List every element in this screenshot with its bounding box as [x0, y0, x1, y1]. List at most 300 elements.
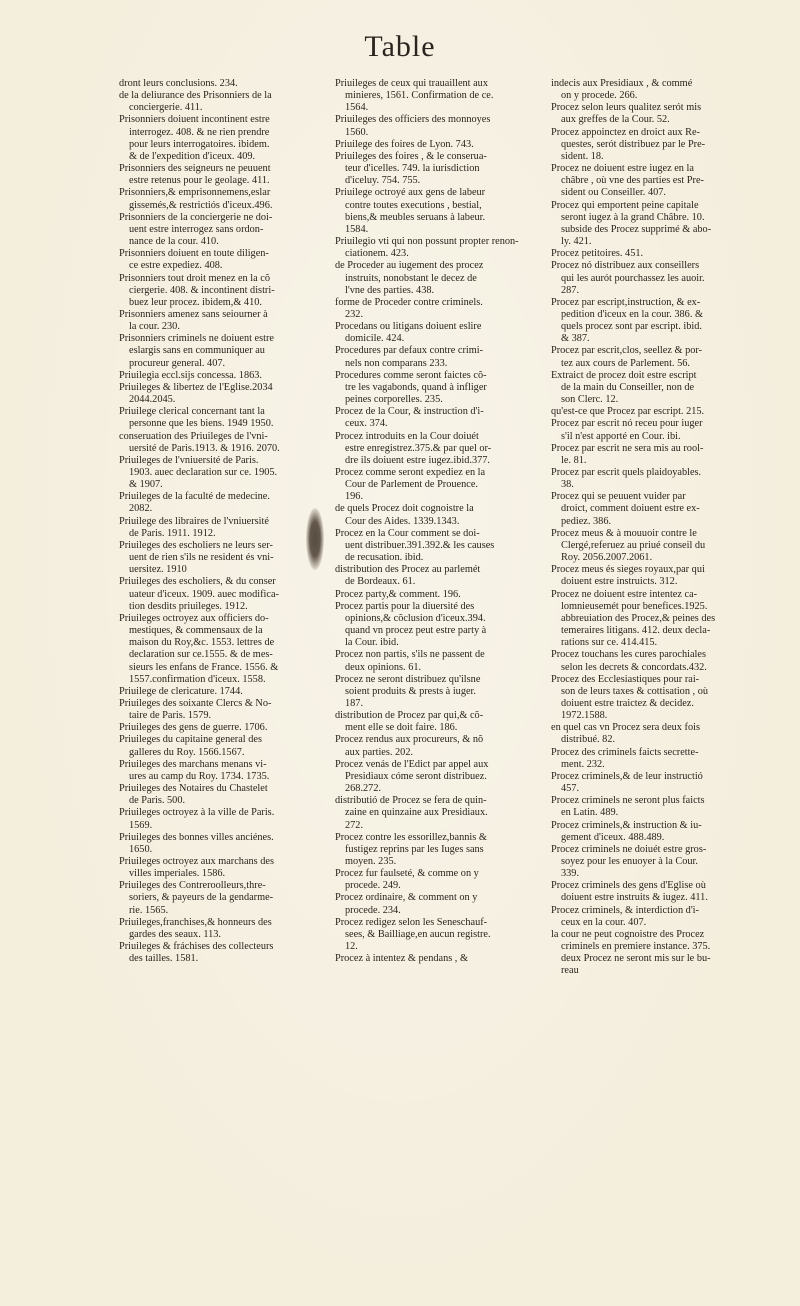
- index-entry-line: ciergerie. 408. & incontinent distri-: [129, 284, 275, 296]
- index-entry-line: on y procede. 266.: [561, 90, 638, 102]
- index-entry-line: aux greffes de la Cour. 52.: [561, 114, 670, 126]
- index-entry: [551, 370, 766, 406]
- index-entry: [551, 674, 766, 723]
- index-entry: [119, 722, 324, 734]
- index-entry-line: subside des Procez supprimé & abo-: [561, 223, 712, 235]
- index-entry: [119, 734, 324, 758]
- index-entry-line: 268.272.: [345, 783, 382, 795]
- index-entry-line: la Cour. ibid.: [345, 637, 399, 649]
- index-entry-line: questes, serót distribuez par le Pre-: [561, 138, 706, 150]
- index-entry-line: buez leur procez. ibidem,& 410.: [129, 296, 262, 308]
- index-entry: [551, 260, 766, 296]
- index-entry: [119, 212, 324, 248]
- index-entry-line: Procez de la Cour, & instruction d'i-: [335, 406, 484, 418]
- index-entry-line: Procedures par defaux contre crimi-: [335, 345, 484, 357]
- index-entry: [119, 431, 324, 455]
- index-entry: [335, 795, 540, 831]
- index-entry-line: Procez ordinaire, & comment on y: [335, 892, 478, 904]
- index-entry-line: Prisonniers des seigneurs ne peuuent: [119, 163, 271, 175]
- index-entry-line: ciationem. 423.: [345, 248, 409, 260]
- index-entry-line: mestiques, & commensaux de la: [129, 625, 263, 637]
- index-entry-line: uateur d'iceux. 1909. auec modifica-: [129, 588, 279, 600]
- index-entry-line: interrogez. 408. & ne rien prendre: [129, 126, 270, 138]
- index-entry-line: Procez par escript,instruction, & ex-: [551, 296, 701, 308]
- index-entry: [551, 844, 766, 880]
- index-entry-line: qu'est-ce que Procez par escript. 215.: [551, 406, 705, 418]
- index-entry: [551, 491, 766, 527]
- index-entry: [551, 345, 766, 369]
- index-entry: [119, 114, 324, 163]
- index-entry: [119, 90, 324, 114]
- index-entry-line: la cour. 230.: [129, 321, 180, 333]
- index-entry-line: contre toutes executions , bestial,: [345, 199, 482, 211]
- index-entry-line: doiuent estre instruicts. 312.: [561, 576, 678, 588]
- index-entry: [335, 187, 540, 236]
- index-entry-line: Roy. 2056.2007.2061.: [561, 552, 653, 564]
- index-entry-line: personne que les biens. 1949 1950.: [129, 418, 274, 430]
- index-entry-line: en Latin. 489.: [561, 807, 619, 819]
- index-entry-line: Procez introduits en la Cour doiuét: [335, 430, 479, 442]
- index-entry-line: conseruation des Priuileges de l'vni-: [119, 430, 268, 442]
- index-entry-line: galleres du Roy. 1566.1567.: [129, 746, 245, 758]
- index-entry-line: estre enregistrez.375.& par quel or-: [345, 442, 492, 454]
- index-entry: [335, 297, 540, 321]
- index-entry-line: Procez criminels des gens d'Eglise où: [551, 880, 706, 892]
- index-entry-line: uersitez. 1910: [129, 564, 187, 576]
- index-entry-line: instruits, nonobstant le decez de: [345, 272, 477, 284]
- index-entry: [551, 564, 766, 588]
- index-entry-line: 1584.: [345, 223, 369, 235]
- index-entry: [335, 467, 540, 503]
- index-entry: [551, 929, 766, 978]
- index-entry-line: Priuileges des escholiers, & du conser: [119, 576, 276, 588]
- index-entry-line: criminels en premiere instance. 375.: [561, 941, 711, 953]
- index-entry: [335, 78, 540, 114]
- index-entry-line: Priuileges,franchises,& honneurs des: [119, 916, 272, 928]
- index-entry-line: abbreuiation des Procez,& peines des: [561, 612, 716, 624]
- index-entry-line: Prisonniers doiuent incontinent estre: [119, 114, 270, 126]
- index-entry-line: Procez ne seront distribuez qu'ilsne: [335, 673, 481, 685]
- index-entry-line: lomnieusemét pour benefices.1925.: [561, 600, 708, 612]
- index-entry-line: procede. 249.: [345, 880, 401, 892]
- index-entry-line: sees, & Bailliage,en aucun registre.: [345, 928, 491, 940]
- index-entry-line: distribution de Procez par qui,& cõ-: [335, 710, 484, 722]
- index-entry: [551, 880, 766, 904]
- index-entry: [335, 734, 540, 758]
- index-entry-line: 187.: [345, 697, 364, 709]
- index-entry-line: Priuileges octroyez aux marchans des: [119, 856, 274, 867]
- index-column-1: [119, 78, 324, 965]
- index-entry-line: rie. 1565.: [129, 904, 169, 916]
- index-entry-line: de Proceder au iugement des procez: [335, 260, 484, 272]
- index-entry: [335, 345, 540, 369]
- index-entry-line: Priuileges & fráchises des collecteurs: [119, 941, 274, 953]
- index-entry: [119, 540, 324, 576]
- index-entry-line: Priuilegia eccl.sijs concessa. 1863.: [119, 369, 262, 381]
- index-entry-line: qui les aurót pourchassez les auoir.: [561, 272, 705, 284]
- index-entry-line: declaration sur ce.1555. & de mes-: [129, 649, 273, 661]
- index-entry-line: ment. 232.: [561, 758, 605, 770]
- index-entry-line: Prisonniers,& emprisonnemens,eslar: [119, 187, 271, 199]
- index-entry-line: 1564.: [345, 102, 369, 114]
- index-entry-line: teur d'icelles. 749. la iurisdiction: [345, 163, 480, 175]
- index-entry: [335, 321, 540, 345]
- index-entry-line: 1972.1588.: [561, 710, 608, 722]
- index-entry: [119, 941, 324, 965]
- index-entry: [119, 455, 324, 491]
- index-entry-line: eslargis sans en communiquer au: [129, 345, 265, 357]
- index-entry: [335, 649, 540, 673]
- index-entry-line: Procez fur faulseté, & comme on y: [335, 868, 479, 880]
- index-entry-line: deux Procez ne seront mis sur le bu-: [561, 953, 711, 965]
- index-entry: [551, 905, 766, 929]
- index-entry-line: Procez criminels,& instruction & iu-: [551, 819, 702, 831]
- index-entry-line: 272.: [345, 819, 364, 831]
- ink-stain: [306, 508, 324, 570]
- index-entry-line: son Clerc. 12.: [561, 394, 619, 406]
- index-entry: [119, 832, 324, 856]
- index-entry-line: 196.: [345, 491, 364, 503]
- index-entry-line: Prisonniers de la conciergerie ne doi-: [119, 211, 273, 223]
- index-entry: [119, 807, 324, 831]
- index-entry-line: soient produits & prests à iuger.: [345, 685, 476, 697]
- index-entry-line: de Paris. 1911. 1912.: [129, 527, 216, 539]
- index-entry: [551, 102, 766, 126]
- index-entry: [551, 747, 766, 771]
- index-entry-line: Prisonniers amenez sans seiourner à: [119, 308, 268, 320]
- index-entry: [551, 820, 766, 844]
- index-entry-line: Priuileges des gens de guerre. 1706.: [119, 722, 268, 734]
- index-entry-line: conciergerie. 411.: [129, 102, 203, 114]
- index-entry-line: Procez meus & à mouuoir contre le: [551, 527, 697, 539]
- index-entry-line: Clergé,referuez au priué conseil du: [561, 539, 706, 551]
- index-entry-line: tion desdits priuileges. 1912.: [129, 600, 248, 612]
- index-entry-line: taire de Paris. 1579.: [129, 710, 212, 722]
- index-entry-line: Procez selon leurs qualitez serót mis: [551, 102, 702, 114]
- index-entry-line: soyez pour les enuoyer à la Cour.: [561, 856, 698, 867]
- index-entry-line: Procedures comme seront faictes cõ-: [335, 369, 487, 381]
- index-entry-line: des tailles. 1581.: [129, 953, 199, 965]
- index-entry: [551, 443, 766, 467]
- index-entry-line: 1650.: [129, 843, 153, 855]
- index-entry: [119, 491, 324, 515]
- index-entry-line: de Paris. 500.: [129, 795, 186, 807]
- index-entry-line: Priuilege des libraires de l'vniuersité: [119, 515, 269, 527]
- index-entry: [335, 589, 540, 601]
- index-entry-line: Procez venás de l'Edict par appel aux: [335, 758, 489, 770]
- index-entry: [119, 248, 324, 272]
- index-entry-line: droict, comment doiuent estre ex-: [561, 503, 700, 515]
- index-entry: [119, 856, 324, 880]
- index-entry-line: dront leurs conclusions. 234.: [119, 78, 238, 89]
- index-entry-line: Prisonniers doiuent en toute diligen-: [119, 248, 269, 260]
- index-entry-line: Priuileges de l'vniuersité de Paris.: [119, 454, 259, 466]
- index-entry-line: Procez non partis, s'ils ne passent de: [335, 649, 485, 661]
- index-entry-line: Cour de Parlement de Prouence.: [345, 479, 478, 491]
- index-entry: [119, 759, 324, 783]
- index-entry-line: opinions,& cõclusion d'iceux.394.: [345, 612, 486, 624]
- index-entry-line: distribué. 82.: [561, 734, 616, 746]
- index-entry-line: sieurs les enfans de France. 1556. &: [129, 661, 279, 673]
- index-entry-line: 1903. auec declaration sur ce. 1905.: [129, 467, 278, 478]
- index-entry: [335, 139, 540, 151]
- index-entry-line: Procez des Ecclesiastiques pour rai-: [551, 673, 700, 685]
- index-entry-line: de quels Procez doit cognoistre la: [335, 503, 474, 515]
- index-entry: [335, 431, 540, 467]
- index-entry: [335, 114, 540, 138]
- index-entry-line: 12.: [345, 941, 358, 953]
- index-entry-line: Priuileges des foires , & le conserua-: [335, 150, 487, 162]
- index-entry-line: Priuileges des soixante Clercs & No-: [119, 697, 272, 709]
- index-entry-line: 1557.confirmation d'iceux. 1558.: [129, 673, 266, 685]
- index-entry-line: Procez qui se peuuent vuider par: [551, 491, 686, 503]
- index-entry: [551, 163, 766, 199]
- index-entry-line: indecis aux Presidiaux , & commé: [551, 78, 693, 89]
- index-entry: [551, 589, 766, 650]
- index-entry-line: Priuileges des marchans menans vi-: [119, 758, 267, 770]
- index-entry-line: Priuileges des bonnes villes anciénes.: [119, 831, 274, 843]
- index-entry-line: nance de la cour. 410.: [129, 236, 219, 248]
- index-entry-line: châbre , où vne des parties est Pre-: [561, 175, 704, 187]
- index-entry-line: pedition d'iceux en la cour. 386. &: [561, 308, 703, 320]
- index-entry-line: villes imperiales. 1586.: [129, 868, 226, 880]
- index-entry-line: ly. 421.: [561, 236, 592, 248]
- index-entry-line: de la main du Conseiller, non de: [561, 381, 695, 393]
- index-entry-line: nels non comparans 233.: [345, 357, 448, 369]
- index-entry: [551, 722, 766, 746]
- index-entry: [335, 917, 540, 953]
- index-entry-line: maison du Roy,&c. 1553. lettres de: [129, 637, 275, 649]
- index-entry-line: 2082.: [129, 503, 153, 515]
- index-entry-line: de la deliurance des Prisonniers de la: [119, 90, 272, 102]
- index-entry-line: procureur general. 407.: [129, 357, 226, 369]
- index-entry-line: pour leurs interrogatoires. ibidem.: [129, 138, 270, 150]
- index-entry-line: Procez party,& comment. 196.: [335, 588, 461, 600]
- index-entry: [335, 674, 540, 710]
- index-entry-line: Procez ne doiuent estre intentez ca-: [551, 588, 698, 600]
- index-entry: [335, 953, 540, 965]
- index-entry-line: Extraict de procez doit estre escript: [551, 369, 697, 381]
- index-entry: [551, 200, 766, 249]
- index-entry-line: & de l'expedition d'iceux. 409.: [129, 150, 256, 162]
- index-entry-line: Priuileges octroyez aux officiers do-: [119, 612, 269, 624]
- page-title: Table: [364, 30, 436, 63]
- index-entry-line: ceux. 374.: [345, 418, 388, 430]
- index-entry: [335, 564, 540, 588]
- index-entry: [119, 78, 324, 90]
- index-entry-line: Priuileges de ceux qui trauaillent aux: [335, 78, 488, 89]
- index-entry-line: pediez. 386.: [561, 515, 612, 527]
- index-entry: [119, 516, 324, 540]
- index-entry: [335, 151, 540, 187]
- index-entry-line: selon les decrets & concordats.432.: [561, 661, 707, 673]
- index-entry: [119, 783, 324, 807]
- index-entry: [119, 187, 324, 211]
- index-entry-line: uent de rien s'ils ne resident és vni-: [129, 552, 274, 564]
- index-entry: [335, 868, 540, 892]
- index-entry-line: 457.: [561, 783, 580, 795]
- index-entry: [551, 297, 766, 346]
- index-entry-line: en quel cas vn Procez sera deux fois: [551, 722, 700, 734]
- index-entry: [335, 370, 540, 406]
- index-entry-line: Procez par escrit ne sera mis au rool-: [551, 442, 704, 454]
- index-entry: [119, 576, 324, 612]
- index-entry-line: Priuileges du capitaine general des: [119, 734, 262, 746]
- index-entry-line: Cour des Aides. 1339.1343.: [345, 515, 460, 527]
- index-entry-line: la cour ne peut cognoistre des Procez: [551, 928, 705, 940]
- index-entry: [551, 127, 766, 163]
- index-entry-line: le. 81.: [561, 454, 587, 466]
- index-entry: [551, 248, 766, 260]
- index-entry-line: Priuileges & libertez de l'Eglise.2034: [119, 381, 273, 393]
- index-entry: [335, 528, 540, 564]
- index-entry-line: gardes des seaux. 113.: [129, 928, 221, 940]
- index-entry-line: soriers, & payeurs de la gendarme-: [129, 892, 274, 904]
- index-entry-line: sident. 18.: [561, 150, 604, 162]
- index-entry-line: domicile. 424.: [345, 333, 405, 345]
- index-entry-line: ceux en la cour. 407.: [561, 916, 647, 928]
- index-entry-line: Priuileges des officiers des monnoyes: [335, 114, 491, 126]
- index-entry-line: Procez à intentez & pendans , &: [335, 953, 468, 965]
- index-entry: [119, 698, 324, 722]
- index-entry-line: Priuileges octroyez à la ville de Paris.: [119, 807, 275, 819]
- index-entry: [119, 917, 324, 941]
- index-entry-line: procede. 234.: [345, 904, 401, 916]
- index-entry-line: forme de Proceder contre criminels.: [335, 296, 483, 308]
- index-entry: [119, 333, 324, 369]
- index-entry-line: gissemés,& restrictiós d'iceux.496.: [129, 199, 273, 211]
- index-entry-line: de recusation. ibid.: [345, 552, 424, 564]
- index-entry-line: 2044.2045.: [129, 394, 176, 406]
- index-entry-line: minieres, 1561. Confirmation de ce.: [345, 90, 494, 102]
- index-entry-line: Procez criminels, & interdiction d'i-: [551, 904, 699, 916]
- index-entry-line: Procez criminels,& de leur instructió: [551, 770, 703, 782]
- index-entry-line: gement d'iceux. 488.489.: [561, 831, 665, 843]
- index-entry-line: Procez par escrit,clos, seellez & por-: [551, 345, 703, 357]
- index-entry-line: estre retenus pour le geolage. 411.: [129, 175, 270, 187]
- index-entry-line: zaine en quinzaine aux Presidiaux.: [345, 807, 488, 819]
- index-entry-line: Procez meus és sieges royaux,par qui: [551, 564, 705, 576]
- index-entry-line: Procez touchans les cures parochiales: [551, 649, 706, 661]
- index-entry-line: de Bordeaux. 61.: [345, 576, 416, 588]
- index-entry-line: quand vn procez peut estre party à: [345, 625, 487, 637]
- index-entry-line: Procez petitoires. 451.: [551, 248, 644, 260]
- index-entry-line: & 387.: [561, 333, 590, 345]
- index-entry: [119, 370, 324, 382]
- index-entry-line: Priuileges de la faculté de medecine.: [119, 491, 270, 503]
- index-entry-line: doiuent estre traictez & decidez.: [561, 697, 694, 709]
- index-entry: [335, 892, 540, 916]
- index-entry: [335, 503, 540, 527]
- index-entry-line: d'iceluy. 754. 755.: [345, 175, 421, 187]
- index-entry-line: Procez contre les essorillez,bannis &: [335, 831, 487, 843]
- index-entry-line: Priuilege clerical concernant tant la: [119, 406, 265, 418]
- index-entry: [551, 649, 766, 673]
- index-entry: [119, 406, 324, 430]
- index-entry-line: Procez des criminels faicts secrette-: [551, 746, 699, 758]
- index-entry-line: 339.: [561, 868, 580, 880]
- index-entry: [119, 686, 324, 698]
- index-entry-line: son de leurs taxes & cottisation , où: [561, 685, 708, 697]
- index-entry-line: Priuilege octroyé aux gens de labeur: [335, 187, 486, 199]
- index-entry-line: Procez criminels ne seront plus faicts: [551, 795, 705, 807]
- index-entry-line: distributió de Procez se fera de quin-: [335, 795, 487, 807]
- index-entry-line: temeraires litigans. 412. deux decla-: [561, 625, 711, 637]
- index-entry-line: 287.: [561, 284, 580, 296]
- index-entry: [119, 309, 324, 333]
- index-entry-line: dre ils doiuent estre iugez.ibid.377.: [345, 454, 490, 466]
- index-entry-line: Procez en la Cour comment se doi-: [335, 527, 480, 539]
- index-entry: [119, 382, 324, 406]
- index-entry-line: Procez redigez selon les Seneschauf-: [335, 916, 488, 928]
- index-entry: [335, 759, 540, 795]
- index-entry-line: tre les vagabonds, quand à infliger: [345, 381, 487, 393]
- index-entry-line: Procez appoinctez en droict aux Re-: [551, 126, 700, 138]
- index-entry-line: Priuileges des escholiers ne leurs ser-: [119, 539, 273, 551]
- index-entry-line: Procez qui emportent peine capitale: [551, 199, 699, 211]
- index-entry-line: reau: [561, 965, 579, 977]
- index-entry: [335, 260, 540, 296]
- index-entry-line: uent estre interrogez sans ordon-: [129, 223, 264, 235]
- index-entry-line: distribution des Procez au parlemét: [335, 564, 481, 576]
- index-entry-line: quels procez sont par escript. ibid.: [561, 321, 702, 333]
- index-entry-line: rations sur ce. 414.415.: [561, 637, 658, 649]
- index-entry: [119, 273, 324, 309]
- index-column-2: [335, 78, 540, 965]
- index-entry-line: uent distribuer.391.392.& les causes: [345, 539, 495, 551]
- index-entry-line: fustigez reprins par les Iuges sans: [345, 843, 484, 855]
- index-entry: [551, 418, 766, 442]
- index-entry: [335, 832, 540, 868]
- index-entry-line: Presidiaux cóme seront distribuez.: [345, 770, 487, 782]
- index-entry-line: Procez ne doiuent estre iugez en la: [551, 163, 694, 175]
- index-entry-line: Procez nó distribuez aux conseillers: [551, 260, 700, 272]
- index-entry-line: deux opinions. 61.: [345, 661, 422, 673]
- index-entry: [551, 771, 766, 795]
- index-entry: [335, 236, 540, 260]
- index-entry: [551, 528, 766, 564]
- index-entry-line: biens,& meubles seruans à labeur.: [345, 211, 486, 223]
- index-entry-line: Procedans ou litigans doiuent eslire: [335, 321, 482, 333]
- index-entry: [551, 467, 766, 491]
- index-entry-line: Priuileges des Contreroolleurs,thre-: [119, 880, 266, 892]
- index-entry-line: s'il n'est apporté en Cour. ibi.: [561, 430, 681, 442]
- index-entry-line: Prisonniers criminels ne doiuent estre: [119, 333, 274, 345]
- index-entry-line: Procez criminels ne doiuét estre gros-: [551, 843, 707, 855]
- index-entry: [119, 163, 324, 187]
- index-entry-line: Procez partis pour la diuersité des: [335, 600, 475, 612]
- index-entry-line: aux parties. 202.: [345, 746, 414, 758]
- index-entry-line: & 1907.: [129, 479, 163, 491]
- index-entry: [119, 613, 324, 686]
- index-entry-line: Procez comme seront expediez en la: [335, 467, 486, 478]
- index-entry-line: Priuileges des Notaires du Chastelet: [119, 783, 268, 795]
- index-entry: [335, 601, 540, 650]
- index-entry-line: ures au camp du Roy. 1734. 1735.: [129, 770, 270, 782]
- index-entry-line: Prisonniers tout droit menez en la cõ: [119, 272, 270, 284]
- index-entry: [551, 78, 766, 102]
- index-entry-line: tez aux cours de Parlement. 56.: [561, 357, 690, 369]
- index-entry-line: ce estre expediez. 408.: [129, 260, 223, 272]
- index-entry-line: Procez par escrit nó receu pour iuger: [551, 418, 703, 430]
- index-entry-line: sident ou Conseiller. 407.: [561, 187, 666, 199]
- index-entry-line: l'vne des parties. 438.: [345, 284, 435, 296]
- index-entry-line: 38.: [561, 479, 574, 491]
- index-entry: [335, 406, 540, 430]
- index-entry-line: 1560.: [345, 126, 369, 138]
- index-entry-line: Procez rendus aux procureurs, & nõ: [335, 734, 484, 746]
- index-entry-line: ment elle se doit faire. 186.: [345, 722, 458, 734]
